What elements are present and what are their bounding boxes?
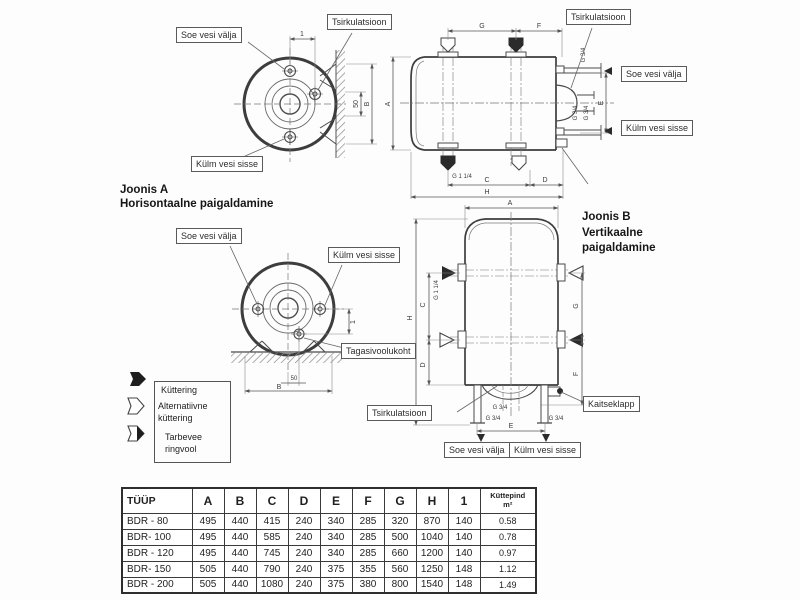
- dim-g34: G 3/4: [548, 416, 564, 422]
- legend-item-heating: Küttering: [161, 385, 198, 395]
- label-hot-water-out-b: Soe vesi välja: [444, 442, 510, 458]
- table-cell: 340: [320, 545, 352, 561]
- table-cell: BDR- 100: [122, 529, 192, 545]
- table-cell: 380: [352, 577, 384, 593]
- dim-1: 1: [300, 31, 304, 38]
- table-cell: 140: [448, 545, 480, 561]
- dim-50: 50: [353, 100, 360, 108]
- table-cell: 1040: [416, 529, 448, 545]
- table-cell: 1.49: [480, 577, 536, 593]
- label-cold-water-in-b: Külm vesi sisse: [509, 442, 581, 458]
- dim-d: D: [542, 177, 548, 184]
- table-header-cell: D: [288, 488, 320, 513]
- table-cell: 240: [288, 529, 320, 545]
- table-cell: 375: [320, 577, 352, 593]
- dim-a: A: [385, 101, 392, 107]
- dim-g34: G 3/4: [584, 105, 590, 121]
- figure-b-title: Joonis B: [582, 211, 631, 223]
- table-cell: 375: [320, 561, 352, 577]
- table-cell: BDR - 80: [122, 513, 192, 529]
- dim-e: E: [598, 100, 605, 106]
- table-cell: 240: [288, 561, 320, 577]
- table-header-row: [122, 488, 536, 513]
- dim-c: C: [420, 302, 427, 308]
- table-header-cell: Küttepind m²: [480, 488, 536, 513]
- table-header-cell: B: [224, 488, 256, 513]
- figure-b-subtitle-2: paigaldamine: [582, 242, 656, 254]
- table-row: [122, 529, 536, 545]
- table-cell: 340: [320, 513, 352, 529]
- dim-g114: G 1 1/4: [434, 280, 440, 300]
- dim-g: G: [573, 303, 580, 309]
- legend-item-alternative-heating: Alternatiivne küttering: [158, 401, 208, 423]
- table-header-cell: TÜÜP: [122, 488, 192, 513]
- table-cell: 440: [224, 577, 256, 593]
- table-cell: 140: [448, 513, 480, 529]
- table-cell: 1250: [416, 561, 448, 577]
- table-cell: 285: [352, 513, 384, 529]
- dim-50: 50: [290, 376, 298, 382]
- table-row: [122, 545, 536, 561]
- table-header-cell: H: [416, 488, 448, 513]
- table-cell: 1.12: [480, 561, 536, 577]
- figure-a-floor-end-view-drawing: [230, 246, 357, 394]
- table-cell: 585: [256, 529, 288, 545]
- dim-c: C: [484, 177, 490, 184]
- table-cell: BDR - 200: [122, 577, 192, 593]
- table-cell: 1080: [256, 577, 288, 593]
- table-cell: 660: [384, 545, 416, 561]
- table-cell: 240: [288, 577, 320, 593]
- table-cell: 0.78: [480, 529, 536, 545]
- table-cell: 790: [256, 561, 288, 577]
- table-header-cell: 1: [448, 488, 480, 513]
- label-cold-water-in-a-end: Külm vesi sisse: [191, 156, 263, 172]
- figure-b-subtitle-1: Vertikaalne: [582, 227, 643, 239]
- table-header-cell: C: [256, 488, 288, 513]
- dim-h: H: [407, 315, 414, 321]
- table-cell: 440: [224, 545, 256, 561]
- table-cell: 320: [384, 513, 416, 529]
- legend-item-dhw-circulation: Tarbevee ringvool: [165, 432, 203, 454]
- table-header-cell: A: [192, 488, 224, 513]
- table-cell: 800: [384, 577, 416, 593]
- table-cell: 0.58: [480, 513, 536, 529]
- table-cell: 1540: [416, 577, 448, 593]
- table-cell: 440: [224, 561, 256, 577]
- table-row: [122, 513, 536, 529]
- table-cell: 495: [192, 545, 224, 561]
- dim-d: D: [420, 362, 427, 368]
- table-cell: 240: [288, 545, 320, 561]
- table-body: [122, 513, 536, 593]
- label-safety-valve-b: Kaitseklapp: [583, 396, 640, 412]
- table-cell: 440: [224, 513, 256, 529]
- table-cell: 495: [192, 529, 224, 545]
- label-circulation-b: Tsirkulatsioon: [367, 405, 432, 421]
- dim-b: B: [364, 101, 371, 107]
- label-circulation-a-side: Tsirkulatsioon: [566, 9, 631, 25]
- label-hot-water-out-a-side: Soe vesi välja: [621, 66, 687, 82]
- dim-a: A: [507, 200, 513, 207]
- figure-b-drawing: [407, 200, 585, 442]
- table-header-cell: E: [320, 488, 352, 513]
- label-cold-water-in-a2: Külm vesi sisse: [328, 247, 400, 263]
- table-cell: 560: [384, 561, 416, 577]
- figure-a-side-view-drawing: [385, 23, 614, 199]
- table-cell: 505: [192, 561, 224, 577]
- dim-f: F: [573, 371, 580, 377]
- legend-symbols: [128, 372, 146, 441]
- table-cell: 0.97: [480, 545, 536, 561]
- table-cell: 415: [256, 513, 288, 529]
- dim-h: H: [484, 189, 490, 196]
- table-header-cell: G: [384, 488, 416, 513]
- table-cell: BDR- 150: [122, 561, 192, 577]
- figure-a-end-view-drawing: [234, 31, 377, 162]
- dim-g34: G 3/4: [492, 405, 508, 411]
- table-cell: 285: [352, 529, 384, 545]
- table-cell: 148: [448, 561, 480, 577]
- table-cell: 505: [192, 577, 224, 593]
- label-hot-water-out-a-end: Soe vesi välja: [176, 27, 242, 43]
- dim-g34: G 3/4: [485, 416, 501, 422]
- dim-1: 1: [350, 320, 357, 324]
- figure-a-subtitle: Horisontaalne paigaldamine: [120, 198, 274, 210]
- table-cell: 240: [288, 513, 320, 529]
- label-return-point: Tagasivoolukoht: [341, 343, 416, 359]
- table-row: [122, 577, 536, 593]
- table-cell: 1200: [416, 545, 448, 561]
- table-cell: 285: [352, 545, 384, 561]
- spec-table: [121, 487, 537, 594]
- dim-b: B: [276, 384, 282, 391]
- label-circulation-a-end: Tsirkulatsioon: [327, 14, 392, 30]
- table-cell: 440: [224, 529, 256, 545]
- table-cell: 495: [192, 513, 224, 529]
- dim-g34: G 3/4: [581, 47, 587, 63]
- table-header-cell: F: [352, 488, 384, 513]
- table-cell: 148: [448, 577, 480, 593]
- table-cell: 140: [448, 529, 480, 545]
- dim-g34: G 3/4: [573, 105, 579, 121]
- table-cell: 355: [352, 561, 384, 577]
- figure-a-title: Joonis A: [120, 184, 169, 196]
- table-cell: BDR - 120: [122, 545, 192, 561]
- table-cell: 745: [256, 545, 288, 561]
- label-cold-water-in-a-side: Külm vesi sisse: [621, 120, 693, 136]
- dim-f: F: [536, 23, 542, 30]
- label-hot-water-out-a2: Soe vesi välja: [176, 228, 242, 244]
- dim-g114: G 1 1/4: [452, 174, 472, 180]
- table-cell: 500: [384, 529, 416, 545]
- table-cell: 340: [320, 529, 352, 545]
- table-row: [122, 561, 536, 577]
- dim-g: G: [479, 23, 485, 30]
- dim-e: E: [508, 423, 514, 430]
- table-cell: 870: [416, 513, 448, 529]
